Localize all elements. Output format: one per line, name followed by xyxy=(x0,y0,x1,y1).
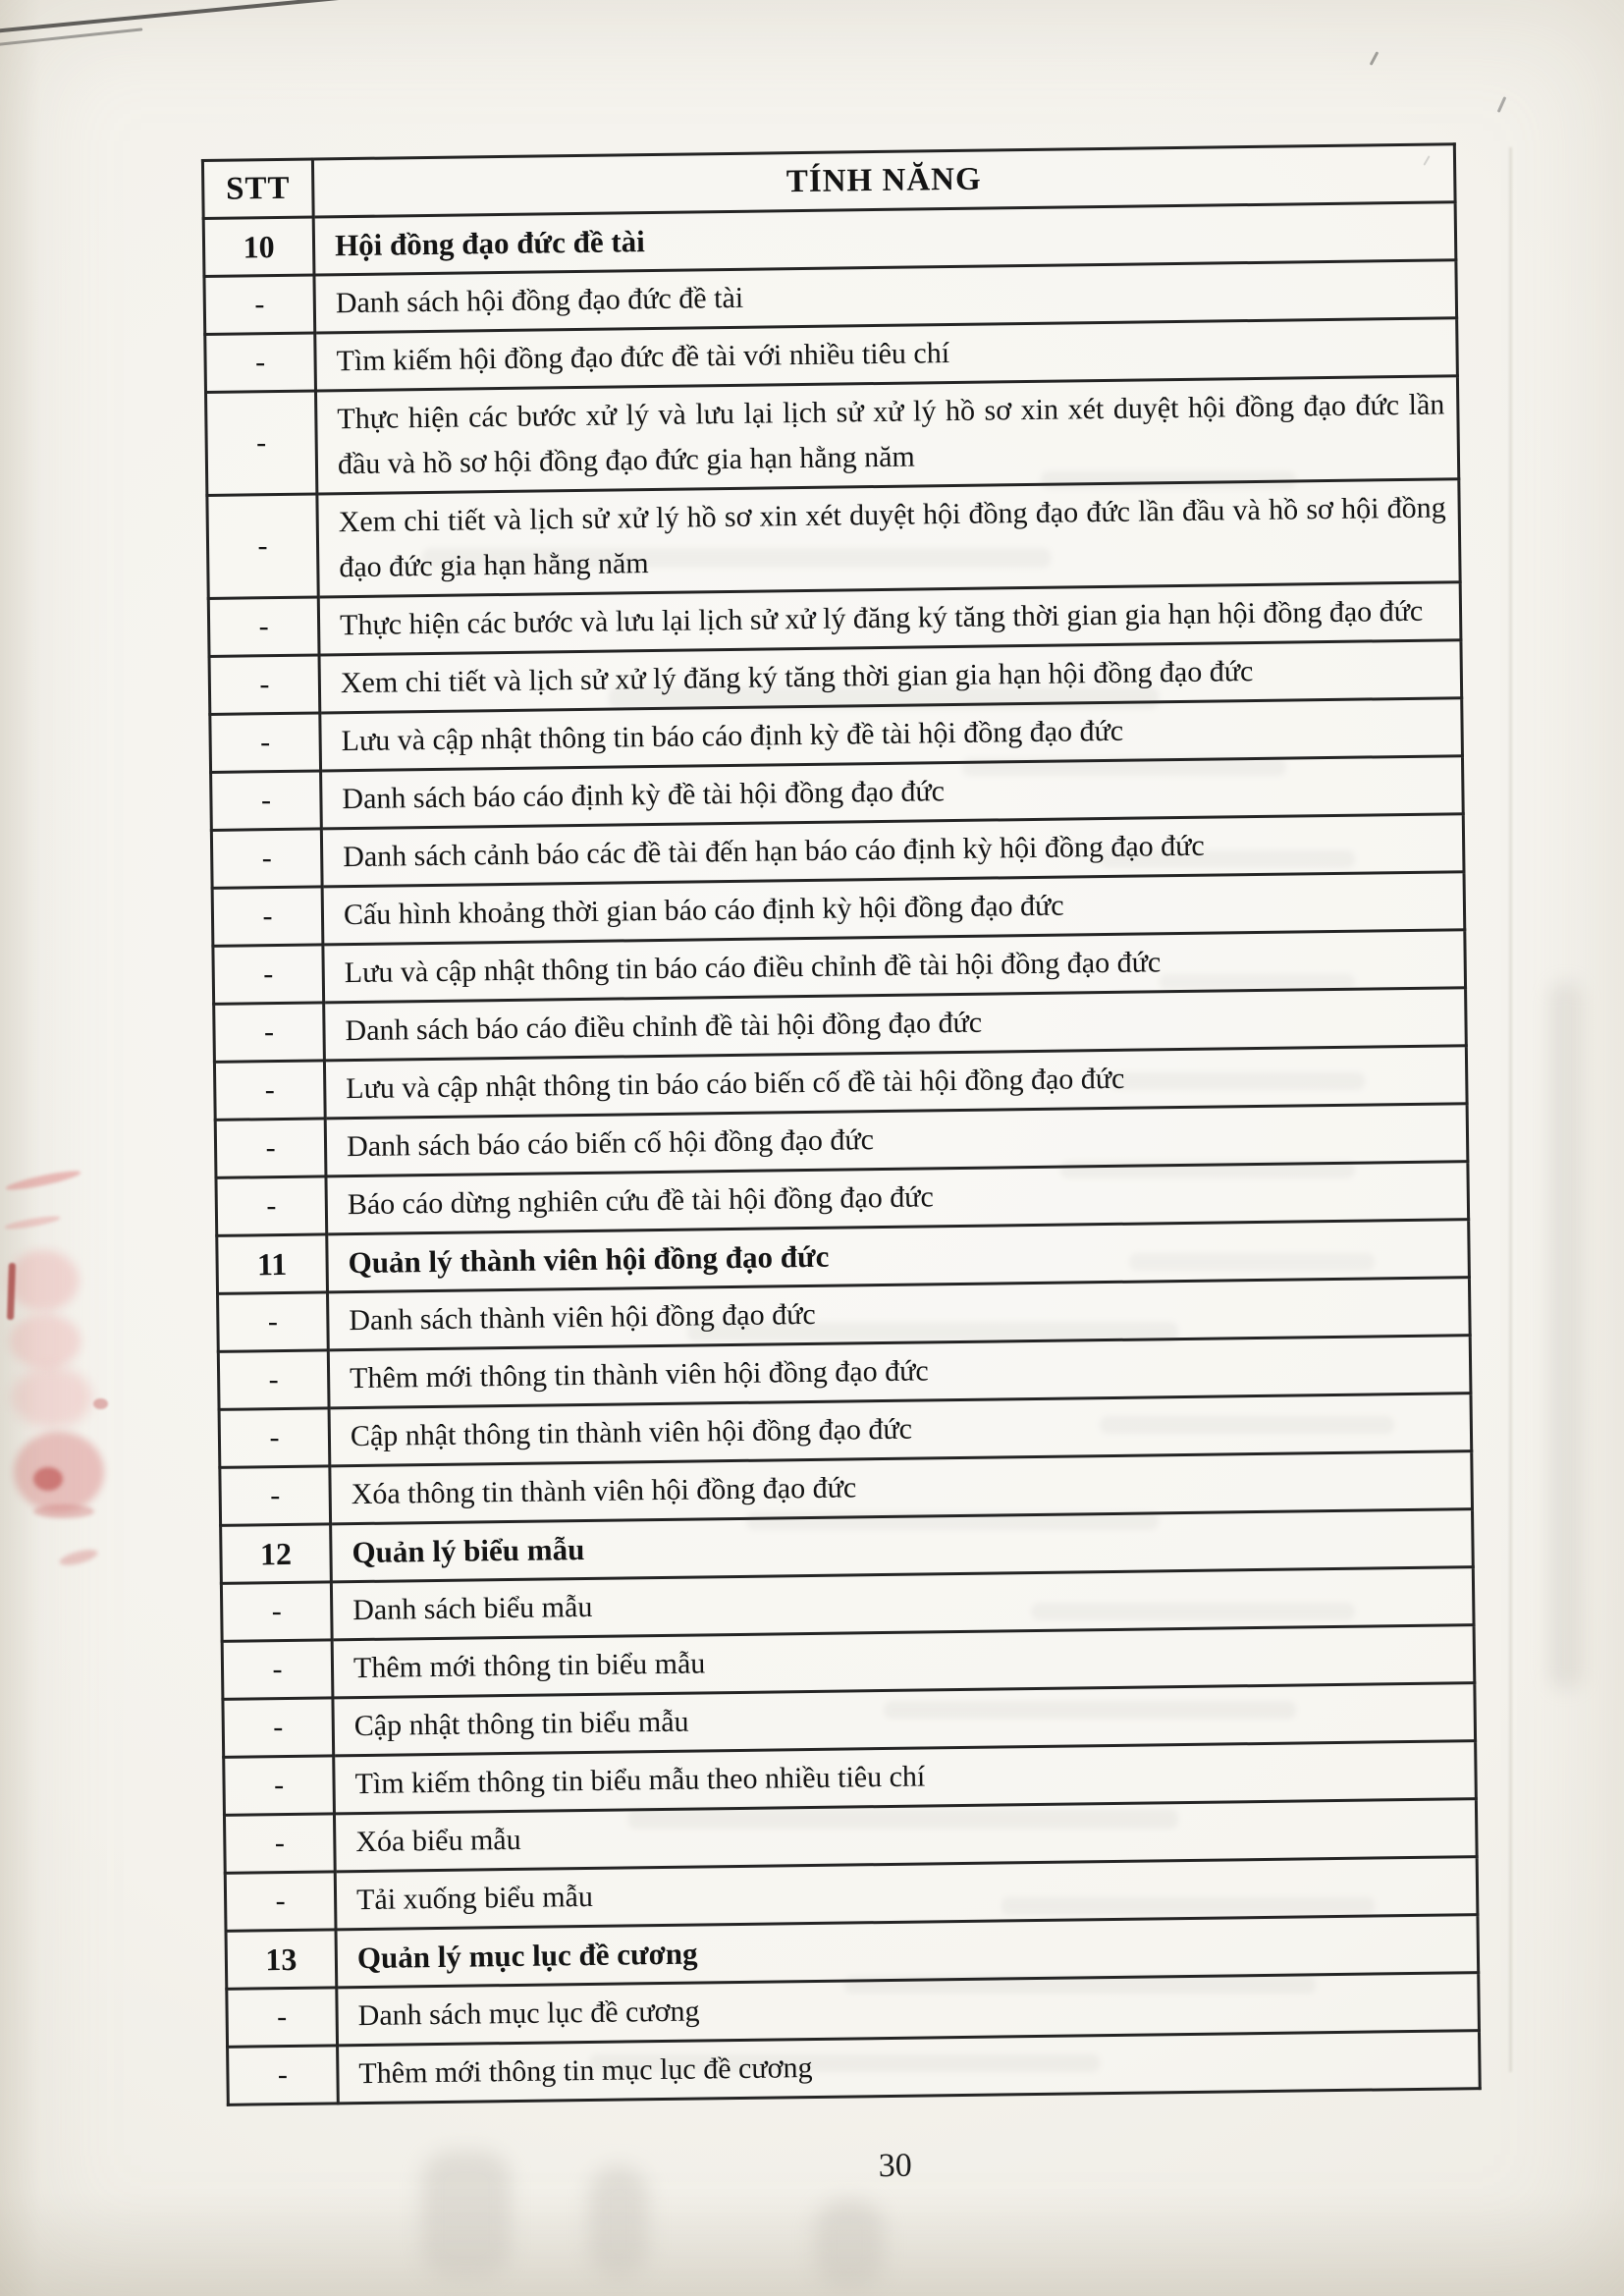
stt-cell: - xyxy=(224,1756,335,1815)
stt-cell: - xyxy=(208,597,319,656)
stt-cell: - xyxy=(210,713,321,772)
feature-cell: Cập nhật thông tin biểu mẫu xyxy=(333,1683,1476,1756)
stt-cell: - xyxy=(211,771,322,830)
feature-cell: Cập nhật thông tin thành viên hội đồng đạo đức xyxy=(329,1394,1472,1466)
stt-cell: - xyxy=(220,1466,331,1525)
stt-cell: - xyxy=(228,2046,339,2105)
stt-cell: - xyxy=(205,333,316,392)
stt-cell: - xyxy=(211,829,322,888)
stt-cell: - xyxy=(206,391,317,495)
stt-cell: - xyxy=(207,494,318,598)
feature-cell: Hội đồng đạo đức đề tài xyxy=(313,202,1456,275)
feature-cell: Danh sách biểu mẫu xyxy=(331,1567,1474,1640)
feature-cell: Xóa biểu mẫu xyxy=(334,1799,1477,1872)
feature-cell: Xóa thông tin thành viên hội đồng đạo đức xyxy=(330,1451,1473,1524)
feature-cell: Tìm kiếm hội đồng đạo đức đề tài với nhiều tiêu chí xyxy=(315,318,1458,391)
stt-cell: - xyxy=(223,1698,334,1757)
feature-cell: Thêm mới thông tin mục lục đề cương xyxy=(338,2031,1481,2104)
stt-cell: - xyxy=(209,655,320,714)
stt-cell: 12 xyxy=(221,1524,332,1583)
feature-cell: Thực hiện các bước và lưu lại lịch sử xử lý đăng ký tăng thời gian gia hạn hội đồng đạo đức xyxy=(318,582,1461,655)
stt-cell: - xyxy=(219,1408,330,1467)
table-row xyxy=(207,479,1460,599)
stt-cell: - xyxy=(222,1640,333,1699)
feature-cell: Quản lý mục lục đề cương xyxy=(336,1915,1479,1988)
feature-cell: Danh sách thành viên hội đồng đạo đức xyxy=(328,1278,1471,1350)
feature-cell: Danh sách báo cáo biến cố hội đồng đạo đức xyxy=(325,1104,1468,1176)
feature-cell: Báo cáo dừng nghiên cứu đề tài hội đồng đạo đức xyxy=(326,1162,1469,1234)
stt-cell: 11 xyxy=(217,1234,328,1293)
column-header-stt: STT xyxy=(202,159,313,218)
stt-cell: - xyxy=(227,1988,338,2047)
stt-cell: 10 xyxy=(203,217,314,276)
table-row xyxy=(206,376,1459,496)
feature-cell: Cấu hình khoảng thời gian báo cáo định kỳ hội đồng đạo đức xyxy=(322,872,1465,945)
feature-cell: Tải xuống biểu mẫu xyxy=(335,1857,1478,1930)
stt-cell: - xyxy=(224,1814,335,1873)
feature-cell: Xem chi tiết và lịch sử xử lý hồ sơ xin xét duyệt hội đồng đạo đức lần đầu và hồ sơ hội đồng đạo đức gia hạn hằng năm xyxy=(317,479,1460,597)
feature-cell: Lưu và cập nhật thông tin báo cáo điều chỉnh đề tài hội đồng đạo đức xyxy=(323,930,1466,1003)
stt-cell: - xyxy=(204,275,315,334)
feature-cell: Tìm kiếm thông tin biểu mẫu theo nhiều tiêu chí xyxy=(334,1741,1477,1814)
column-header-feature: TÍNH NĂNG xyxy=(312,144,1455,217)
feature-cell: Danh sách cảnh báo các đề tài đến hạn báo cáo định kỳ hội đồng đạo đức xyxy=(321,814,1464,887)
feature-cell: Danh sách báo cáo điều chỉnh đề tài hội đồng đạo đức xyxy=(324,988,1467,1061)
features-table xyxy=(201,142,1482,2106)
stt-cell: - xyxy=(218,1292,329,1351)
stt-cell: - xyxy=(214,1061,325,1120)
feature-cell: Thêm mới thông tin biểu mẫu xyxy=(332,1625,1475,1698)
feature-cell: Lưu và cập nhật thông tin báo cáo biến cố đề tài hội đồng đạo đức xyxy=(324,1046,1467,1119)
feature-cell: Thực hiện các bước xử lý và lưu lại lịch sử xử lý hồ sơ xin xét duyệt hội đồng đạo đức lần đầu và hồ sơ hội đồng đạo đức gia hạn hằng năm xyxy=(315,376,1458,494)
stt-cell: - xyxy=(212,887,323,946)
stt-cell: - xyxy=(215,1119,326,1177)
stt-cell: - xyxy=(221,1582,332,1641)
feature-cell: Danh sách mục lục đề cương xyxy=(337,1973,1480,2046)
stt-cell: - xyxy=(213,945,324,1004)
feature-cell: Quản lý thành viên hội đồng đạo đức xyxy=(327,1220,1470,1292)
stt-cell: 13 xyxy=(226,1930,337,1989)
page-number: 30 xyxy=(878,2147,912,2185)
feature-cell: Danh sách báo cáo định kỳ đề tài hội đồng đạo đức xyxy=(321,756,1464,829)
feature-cell: Danh sách hội đồng đạo đức đề tài xyxy=(314,260,1457,333)
feature-cell: Thêm mới thông tin thành viên hội đồng đạo đức xyxy=(328,1336,1471,1408)
stt-cell: - xyxy=(214,1003,325,1062)
feature-cell: Lưu và cập nhật thông tin báo cáo định kỳ đề tài hội đồng đạo đức xyxy=(320,698,1463,771)
feature-cell: Xem chi tiết và lịch sử xử lý đăng ký tăng thời gian gia hạn hội đồng đạo đức xyxy=(319,640,1462,713)
stt-cell: - xyxy=(218,1350,329,1409)
stt-cell: - xyxy=(216,1176,327,1235)
feature-cell: Quản lý biểu mẫu xyxy=(331,1509,1474,1582)
stt-cell: - xyxy=(225,1872,336,1931)
